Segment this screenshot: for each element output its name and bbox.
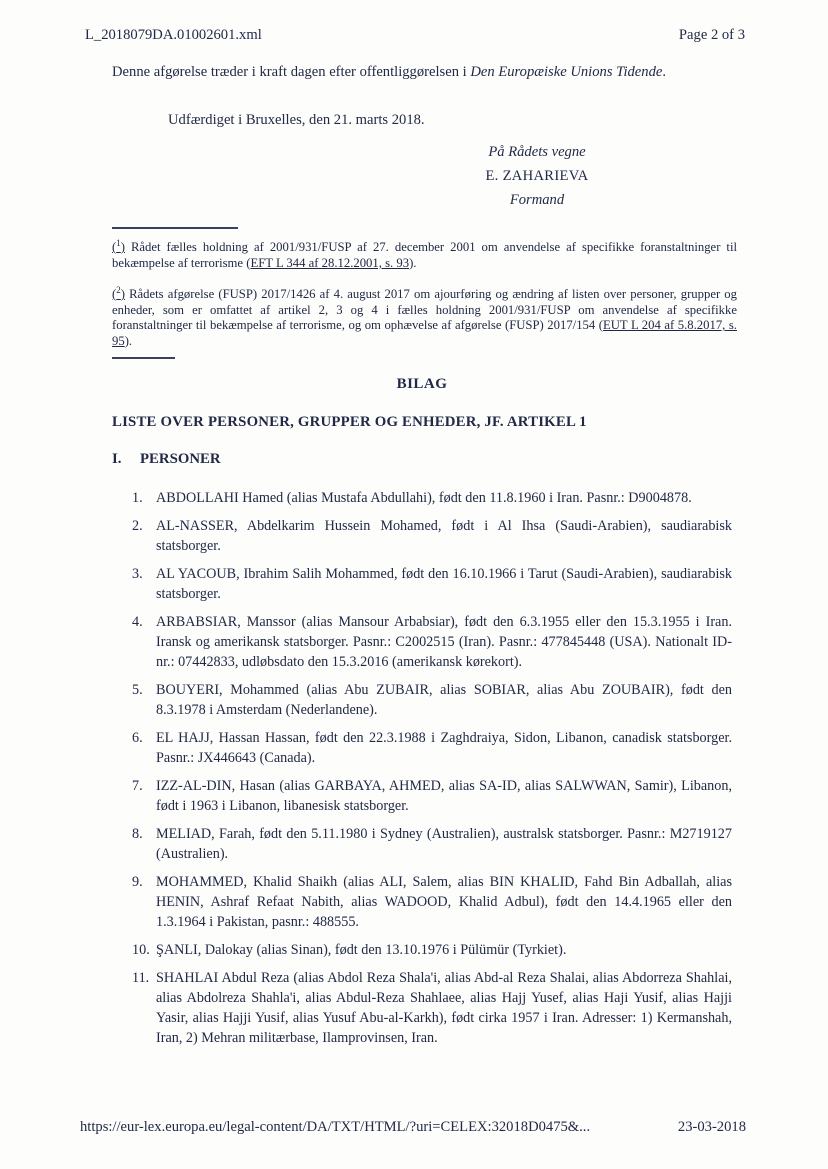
signature-block — [417, 140, 657, 212]
persons-list — [112, 488, 732, 1048]
person-text: MELIAD, Farah, født den 5.11.1980 i Sydney (Australien), australsk statsborger. Pasnr.: M2719127 (Australien). — [156, 825, 732, 862]
footnote-1-ref-link[interactable]: ($^1$) — [112, 238, 125, 255]
signature-on-behalf: På Rådets vegne — [488, 144, 586, 160]
person-entry-4 — [132, 612, 732, 672]
footnote-1-text: Rådet fælles holdning af 2001/931/FUSP af 27. december 2001 om anvendelse af specifikke foranstaltninger til bekæmpelse af terrorisme ( — [112, 240, 737, 270]
dateline: Udfærdiget i Bruxelles, den 21. marts 2018. — [168, 112, 425, 128]
person-number: 8. — [132, 825, 143, 842]
person-number: 6. — [132, 729, 143, 746]
page-indicator: Page 2 of 3 — [678, 27, 745, 43]
page-footer — [80, 1119, 746, 1136]
person-entry-5 — [132, 680, 732, 720]
person-entry-9 — [132, 872, 732, 932]
intro-paragraph — [112, 62, 732, 83]
annex-title: BILAG — [396, 375, 448, 392]
signature-name: E. ZAHARIEVA — [485, 168, 589, 184]
person-entry-7 — [132, 776, 732, 816]
person-text: ABDOLLAHI Hamed (alias Mustafa Abdullahi), født den 11.8.1960 i Iran. Pasnr.: D9004878. — [156, 489, 692, 506]
person-text: MOHAMMED, Khalid Shaikh (alias ALI, Salem, alias BIN KHALID, Fahd Bin Adballah, alias HENIN, Ashraf Refaat Nabith, alias WADOOD, Khalid Adbul), født den 14.4.1965 eller den 1.3.1964 i Pakistan, pasnr.: 488555. — [156, 873, 732, 930]
person-text: AL-NASSER, Abdelkarim Hussein Mohamed, født i Al Ihsa (Saudi-Arabien), saudiarabisk statsborger. — [156, 517, 732, 554]
person-number: 11. — [132, 969, 150, 986]
person-number: 2. — [132, 517, 143, 534]
person-number: 7. — [132, 777, 143, 794]
person-text: AL YACOUB, Ibrahim Salih Mohammed, født den 16.10.1966 i Tarut (Saudi-Arabien), saudiarabisk statsborger. — [156, 565, 732, 602]
footnote-end-rule — [112, 357, 175, 359]
person-text: BOUYERI, Mohammed (alias Abu ZUBAIR, alias SOBIAR, alias Abu ZOUBAIR), født den 8.3.1978 i Amsterdam (Nederlandene). — [156, 681, 732, 718]
section-numeral: I. — [112, 450, 122, 467]
footnote-1-journal-link[interactable]: EFT L 344 af 28.12.2001, s. 93 — [250, 255, 410, 270]
intro-text-end: . — [662, 64, 667, 80]
section-heading-persons — [112, 451, 732, 468]
person-entry-10 — [132, 940, 732, 960]
footnotes — [112, 236, 737, 350]
footnote-2-ref-link[interactable]: ($^2$) — [112, 284, 125, 301]
document-body — [112, 62, 737, 1056]
footnote-separator-rule — [112, 227, 238, 229]
person-entry-2 — [132, 516, 732, 556]
footnote-1 — [112, 236, 737, 272]
source-url: https://eur-lex.europa.eu/legal-content/DA/TXT/HTML/?uri=CELEX:32018D0475&... — [80, 1119, 591, 1135]
person-text: ARBABSIAR, Manssor (alias Mansour Arbabsiar), født den 6.3.1955 eller den 15.3.1955 i Iran. Iransk og amerikansk statsborger. Pasnr.: C2002515 (Iran). Pasnr.: 477845448 (USA). Nationalt ID-nr.: 07442833, udløbsdato den 15.3.2016 (amerikansk kørekort). — [156, 613, 732, 670]
person-entry-6 — [132, 728, 732, 768]
footnote-2-text-end: ). — [124, 333, 133, 348]
intro-text: Denne afgørelse træder i kraft dagen efter offentliggørelsen i — [112, 64, 471, 80]
footnote-2-text: Rådets afgørelse (FUSP) 2017/1426 af 4. august 2017 om ajourføring og ændring af listen over personer, grupper og enheder, som er omfattet af artikel 2, 3 og 4 i fælles holdning 2001/931/FUSP om anvendelse af specifikke foranstaltninger til bekæmpelse af terrorisme, og om ophævelse af afgørelse (FUSP) 2017/154 ( — [112, 286, 737, 333]
person-entry-8 — [132, 824, 732, 864]
person-number: 9. — [132, 873, 143, 890]
person-number: 10. — [132, 941, 150, 958]
footnote-2 — [112, 283, 737, 350]
footnote-2-journal-link[interactable]: EUT L 204 af 5.8.2017, s. 95 — [112, 318, 737, 348]
document-filename: L_2018079DA.01002601.xml — [85, 27, 262, 43]
person-text: ŞANLI, Dalokay (alias Sinan), født den 13.10.1976 i Pülümür (Tyrkiet). — [156, 941, 567, 958]
footnote-1-text-end: ). — [409, 255, 417, 270]
person-entry-11 — [132, 968, 732, 1048]
person-entry-1 — [132, 488, 732, 508]
person-number: 5. — [132, 681, 143, 698]
person-entry-3 — [132, 564, 732, 604]
page-header — [85, 27, 745, 44]
journal-name-italic: Den Europæiske Unions Tidende — [470, 64, 663, 80]
signature-role: Formand — [509, 192, 565, 208]
person-text: IZZ-AL-DIN, Hasan (alias GARBAYA, AHMED, alias SA-ID, alias SALWWAN, Samir), Libanon, født i 1963 i Libanon, libanesisk statsborger. — [156, 777, 732, 814]
section-label: PERSONER — [140, 450, 221, 467]
print-date: 23-03-2018 — [677, 1119, 746, 1135]
person-number: 4. — [132, 613, 143, 630]
person-number: 1. — [132, 489, 143, 506]
person-text: EL HAJJ, Hassan Hassan, født den 22.3.1988 i Zaghdraiya, Sidon, Libanon, canadisk statsborger. Pasnr.: JX446643 (Canada). — [156, 729, 732, 766]
person-text: SHAHLAI Abdul Reza (alias Abdol Reza Shala'i, alias Abd-al Reza Shalai, alias Abdorreza Shahlai, alias Abdolreza Shahla'i, alias Abdul-Reza Shahlaee, alias Hajj Yusef, alias Haji Yusif, alias Hajji Yasir, alias Hajji Yusif, alias Yusuf Abu-al-Karkh), født cirka 1957 i Iran. Adresser: 1) Kermanshah, Iran, 2) Mehran militærbase, Ilamprovinsen, Iran. — [156, 969, 732, 1046]
annex-list-heading: LISTE OVER PERSONER, GRUPPER OG ENHEDER, JF. ARTIKEL 1 — [112, 413, 587, 430]
person-number: 3. — [132, 565, 143, 582]
